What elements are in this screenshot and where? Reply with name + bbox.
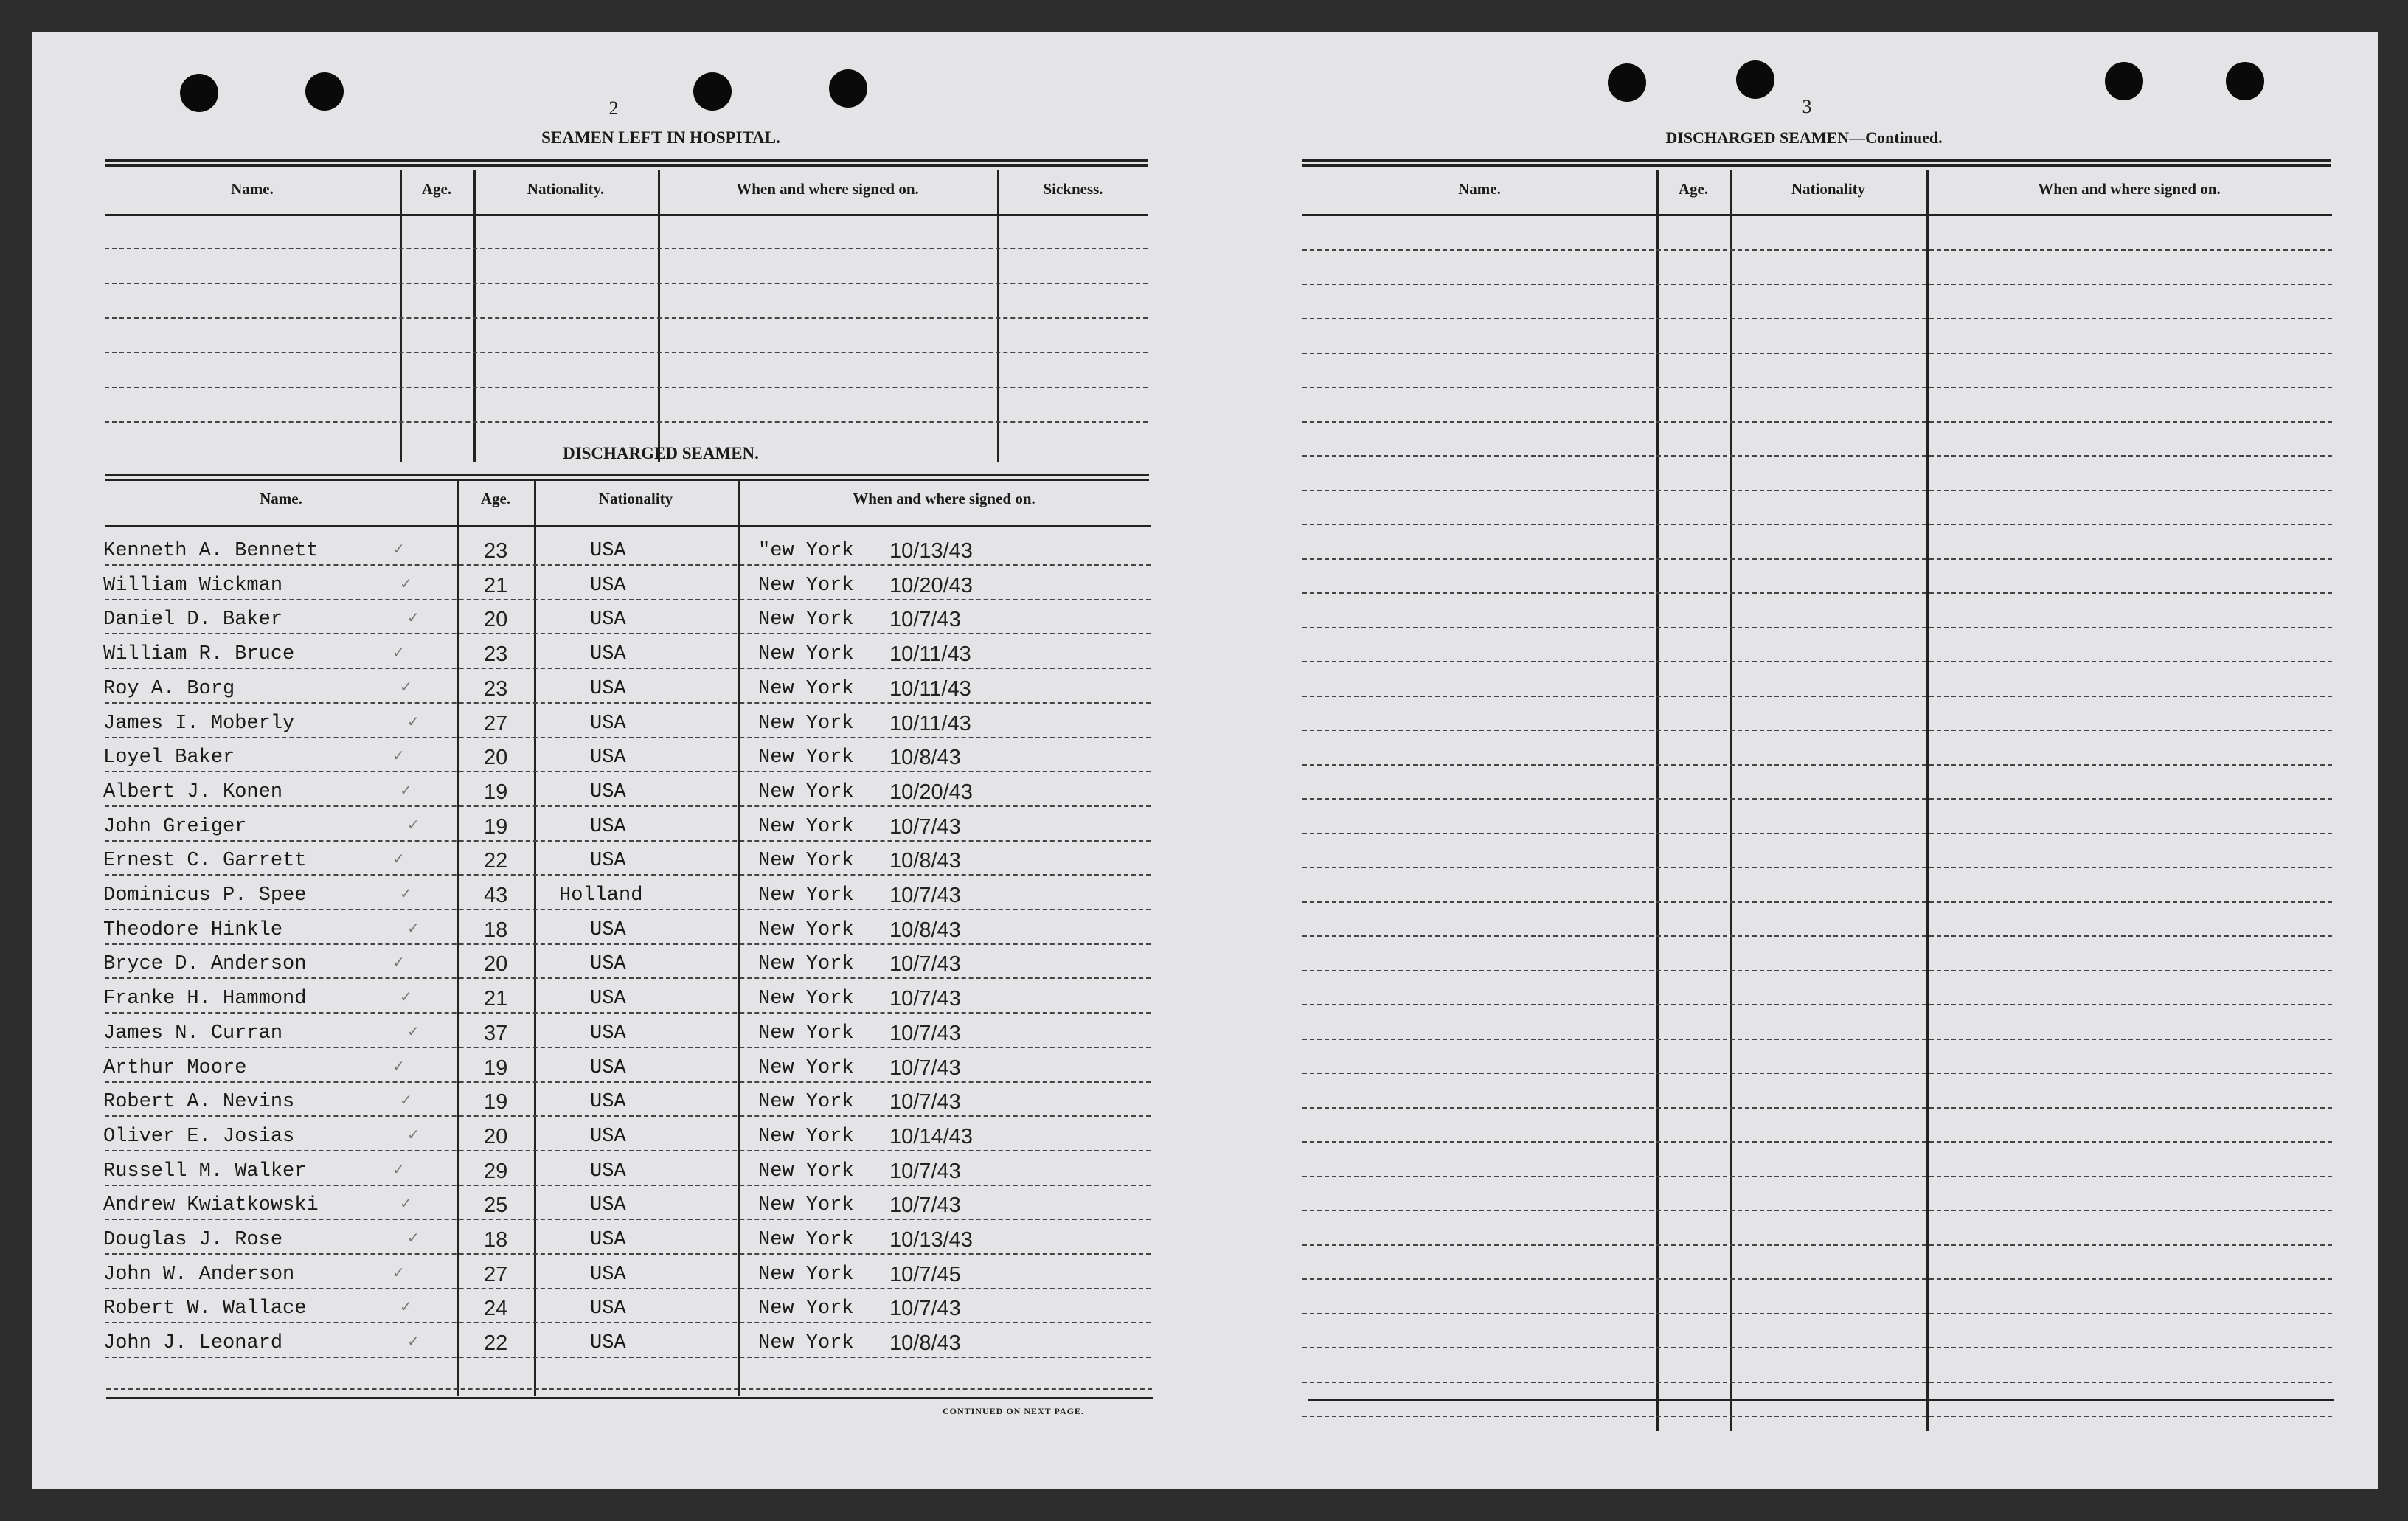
seaman-age: 20 [484,952,508,977]
column-header-nationality: Nationality [598,490,673,507]
row-line [105,737,1151,738]
double-rule [1302,159,2331,167]
column-divider [534,481,536,1396]
blank-row-line [1302,661,2332,662]
row-line [105,1357,1151,1358]
row-line [105,771,1151,772]
row-line [105,702,1151,704]
signed-on-date: 10/8/43 [889,849,961,873]
seaman-name: Kenneth A. Bennett [103,540,319,562]
column-header-age: Age. [1678,180,1709,198]
page-number: 3 [1802,96,1812,117]
blank-row-line [105,248,1148,249]
page-number: 2 [608,97,619,119]
seaman-age: 18 [484,918,508,942]
seaman-name: Albert J. Konen [103,780,283,803]
row-line [105,1288,1151,1289]
seaman-name: James I. Moberly [103,712,295,735]
column-divider [1730,170,1732,1431]
blank-row-line [1302,1210,2332,1211]
checkmark: ✓ [400,780,412,799]
column-header-signed-on: When and where signed on. [853,490,1035,507]
seaman-nationality: USA [590,1332,626,1355]
column-header-nationality: Nationality. [527,180,605,198]
row-line [105,599,1151,600]
seaman-name: Robert A. Nevins [103,1091,295,1114]
signed-on-place: "ew York [758,540,854,562]
seaman-nationality: USA [590,953,626,976]
row-line [105,1012,1151,1014]
blank-row-line [1302,558,2332,560]
blank-row-line [1302,1278,2332,1280]
column-header-nationality: Nationality [1791,180,1866,198]
seaman-name: Robert W. Wallace [103,1297,307,1320]
seaman-age: 22 [484,849,508,873]
seaman-nationality: USA [590,850,626,873]
seaman-name: John J. Leonard [103,1332,283,1355]
seaman-age: 18 [484,1228,508,1252]
signed-on-date: 10/8/43 [889,1331,961,1356]
column-divider [457,481,459,1396]
seaman-age: 43 [484,884,508,907]
blank-row-line [1302,353,2332,354]
signed-on-date: 10/8/43 [889,918,961,942]
blank-row-line [1302,764,2332,766]
column-header-age: Age. [421,180,452,198]
seaman-name: Loyel Baker [103,746,235,769]
seaman-nationality: Holland [559,884,643,907]
seaman-nationality: USA [590,815,626,838]
row-line [105,840,1151,842]
seaman-nationality: USA [590,677,626,700]
row-line [105,909,1151,910]
row-line [105,1115,1151,1117]
signed-on-date: 10/20/43 [889,780,973,804]
blank-row-line [1302,901,2332,903]
blank-row-line [1302,318,2332,319]
seaman-name: William R. Bruce [103,643,295,666]
signed-on-place: New York [758,780,854,803]
checkmark: ✓ [407,1125,420,1143]
punch-hole [1608,63,1646,102]
signed-on-date: 10/7/43 [889,1021,961,1045]
continued-note: CONTINUED ON NEXT PAGE. [943,1406,1084,1416]
seaman-name: Dominicus P. Spee [103,884,307,907]
signed-on-place: New York [758,574,854,597]
seaman-nationality: USA [590,1056,626,1079]
seaman-name: Douglas J. Rose [103,1229,283,1251]
signed-on-place: New York [758,988,854,1011]
seaman-age: 19 [484,780,508,804]
signed-on-date: 10/7/43 [889,814,961,839]
signed-on-place: New York [758,1056,854,1079]
blank-row-line [1302,490,2332,491]
seaman-name: William Wickman [103,574,283,597]
row-line [105,633,1151,634]
seaman-age: 37 [484,1021,508,1045]
seaman-age: 24 [484,1297,508,1321]
signed-on-date: 10/11/43 [889,676,971,701]
checkmark: ✓ [407,712,420,730]
header-rule [105,525,1151,527]
discharged-continued-title: DISCHARGED SEAMEN—Continued. [1665,128,1943,147]
signed-on-place: New York [758,746,854,769]
seaman-nationality: USA [590,1091,626,1114]
blank-row-line [1302,421,2332,423]
signed-on-date: 10/7/45 [889,1262,961,1286]
blank-row-line [1302,387,2332,388]
blank-row-line [105,317,1148,319]
blank-row-line [1302,1141,2332,1143]
signed-on-place: New York [758,609,854,631]
blank-row-line [1302,730,2332,731]
seaman-nationality: USA [590,1194,626,1217]
row-line [105,1150,1151,1151]
signed-on-date: 10/7/43 [889,1297,961,1321]
blank-row-line [1302,249,2332,251]
row-line [106,1388,1152,1390]
punch-hole [305,72,344,111]
blank-row-line [1302,696,2332,697]
seaman-age: 23 [484,676,508,701]
seaman-nationality: USA [590,1263,626,1286]
signed-on-place: New York [758,918,854,941]
signed-on-date: 10/7/43 [889,987,961,1011]
seaman-name: Ernest C. Garrett [103,850,307,873]
blank-row-line [1302,1416,2332,1417]
signed-on-place: New York [758,1263,854,1286]
column-divider [738,481,740,1396]
checkmark: ✓ [400,1091,412,1109]
signed-on-date: 10/7/43 [889,1090,961,1115]
signed-on-date: 10/14/43 [889,1124,973,1148]
blank-row-line [105,283,1148,284]
checkmark: ✓ [392,1263,405,1281]
signed-on-place: New York [758,1229,854,1251]
seaman-name: James N. Curran [103,1022,283,1044]
bottom-rule [106,1397,1153,1399]
seaman-age: 20 [484,746,508,770]
signed-on-date: 10/8/43 [889,746,961,770]
bottom-rule [1308,1399,2334,1401]
seaman-nationality: USA [590,609,626,631]
blank-row-line [1302,284,2332,285]
column-divider [1926,170,1929,1431]
signed-on-place: New York [758,1332,854,1355]
row-line [105,1047,1151,1048]
row-line [105,668,1151,669]
signed-on-date: 10/20/43 [889,573,973,597]
column-divider [658,170,660,462]
signed-on-place: New York [758,1194,854,1217]
blank-row-line [1302,935,2332,937]
row-line [105,874,1151,876]
seaman-name: John W. Anderson [103,1263,295,1286]
row-line [105,1253,1151,1255]
seaman-name: Theodore Hinkle [103,918,283,941]
seaman-name: Roy A. Borg [103,677,235,700]
seaman-name: Bryce D. Anderson [103,953,307,976]
row-line [105,805,1151,807]
row-line [105,1185,1151,1186]
punch-hole [2226,62,2264,100]
signed-on-date: 10/7/43 [889,884,961,907]
checkmark: ✓ [400,1297,412,1316]
hospital-section-title: SEAMEN LEFT IN HOSPITAL. [541,128,780,147]
punch-hole [1736,60,1774,99]
blank-row-line [1302,867,2332,868]
signed-on-place: New York [758,884,854,907]
seaman-nationality: USA [590,574,626,597]
blank-row-line [1302,455,2332,457]
column-header-signed-on: When and where signed on. [736,180,919,198]
checkmark: ✓ [400,988,412,1006]
punch-hole [693,72,732,111]
column-divider [997,170,999,462]
checkmark: ✓ [392,1160,405,1178]
blank-row-line [1302,592,2332,594]
signed-on-place: New York [758,677,854,700]
signed-on-place: New York [758,643,854,666]
seaman-age: 25 [484,1193,508,1218]
blank-row-line [1302,1313,2332,1314]
seaman-name: Arthur Moore [103,1056,247,1079]
blank-row-line [1302,1347,2332,1348]
header-rule [1302,214,2332,216]
signed-on-date: 10/13/43 [889,539,973,563]
seaman-nationality: USA [590,1160,626,1182]
signed-on-place: New York [758,1091,854,1114]
checkmark: ✓ [407,1332,420,1351]
punch-hole [829,69,867,108]
seaman-nationality: USA [590,1229,626,1251]
blank-row-line [1302,1073,2332,1074]
checkmark: ✓ [407,918,420,937]
signed-on-date: 10/13/43 [889,1228,973,1252]
blank-row-line [1302,970,2332,971]
checkmark: ✓ [407,1022,420,1040]
signed-on-date: 10/7/43 [889,608,961,632]
checkmark: ✓ [407,815,420,834]
column-header-name: Name. [260,490,302,507]
seaman-nationality: USA [590,1297,626,1320]
seaman-age: 21 [484,573,508,597]
signed-on-place: New York [758,850,854,873]
blank-row-line [1302,798,2332,800]
checkmark: ✓ [392,953,405,971]
punch-hole [2105,62,2143,100]
double-rule [105,159,1148,167]
blank-row-line [1302,1107,2332,1109]
checkmark: ✓ [407,1229,420,1247]
seaman-name: Russell M. Walker [103,1160,307,1182]
checkmark: ✓ [392,850,405,868]
seaman-name: Franke H. Hammond [103,988,307,1011]
seaman-age: 20 [484,608,508,632]
seaman-nationality: USA [590,988,626,1011]
seaman-nationality: USA [590,780,626,803]
seaman-nationality: USA [590,1125,626,1148]
seaman-name: Oliver E. Josias [103,1125,295,1148]
signed-on-date: 10/7/43 [889,1159,961,1183]
seaman-nationality: USA [590,540,626,562]
seaman-age: 21 [484,987,508,1011]
row-line [105,943,1151,945]
blank-row-line [105,421,1148,423]
column-header-name: Name. [231,180,274,198]
blank-row-line [1302,1039,2332,1040]
checkmark: ✓ [407,609,420,627]
column-divider [400,170,402,462]
seaman-nationality: USA [590,918,626,941]
signed-on-place: New York [758,1022,854,1044]
row-line [105,1322,1151,1323]
seaman-age: 27 [484,711,508,735]
column-divider [473,170,476,462]
seaman-name: Daniel D. Baker [103,609,283,631]
seaman-age: 29 [484,1159,508,1183]
checkmark: ✓ [400,574,412,592]
header-rule [105,214,1148,216]
blank-row-line [105,387,1148,388]
column-header-name: Name. [1458,180,1501,198]
seaman-nationality: USA [590,746,626,769]
double-rule [105,474,1149,481]
column-header-sickness: Sickness. [1043,180,1103,198]
signed-on-place: New York [758,815,854,838]
column-divider [1656,170,1659,1431]
signed-on-place: New York [758,1297,854,1320]
seaman-age: 23 [484,642,508,667]
signed-on-place: New York [758,712,854,735]
column-header-age: Age. [480,490,511,507]
row-line [105,1219,1151,1220]
signed-on-date: 10/7/43 [889,1193,961,1218]
row-line [105,564,1151,566]
seaman-nationality: USA [590,712,626,735]
blank-row-line [1302,833,2332,834]
seaman-age: 19 [484,814,508,839]
punch-hole [180,74,218,112]
checkmark: ✓ [400,1194,412,1213]
blank-row-line [1302,627,2332,628]
signed-on-date: 10/11/43 [889,711,971,735]
checkmark: ✓ [392,643,405,662]
seaman-age: 27 [484,1262,508,1286]
signed-on-place: New York [758,953,854,976]
seaman-age: 22 [484,1331,508,1356]
seaman-age: 19 [484,1056,508,1080]
signed-on-place: New York [758,1125,854,1148]
blank-row-line [1302,1176,2332,1177]
seaman-name: John Greiger [103,815,247,838]
blank-row-line [1302,524,2332,525]
row-line [105,977,1151,979]
blank-row-line [1302,1004,2332,1005]
signed-on-date: 10/7/43 [889,952,961,977]
checkmark: ✓ [392,540,405,558]
discharged-section-title: DISCHARGED SEAMEN. [563,444,759,462]
seaman-age: 23 [484,539,508,563]
blank-row-line [1302,1382,2332,1383]
signed-on-date: 10/11/43 [889,642,971,667]
checkmark: ✓ [400,884,412,902]
checkmark: ✓ [392,1056,405,1075]
seaman-age: 19 [484,1090,508,1115]
row-line [105,1081,1151,1083]
column-header-signed-on: When and where signed on. [2038,180,2221,198]
checkmark: ✓ [400,677,412,696]
blank-row-line [105,352,1148,353]
signed-on-place: New York [758,1160,854,1182]
seaman-age: 20 [484,1124,508,1148]
seaman-nationality: USA [590,1022,626,1044]
blank-row-line [1302,1244,2332,1246]
signed-on-date: 10/7/43 [889,1056,961,1080]
document-sheet [32,32,2378,1489]
checkmark: ✓ [392,746,405,765]
seaman-nationality: USA [590,643,626,666]
seaman-name: Andrew Kwiatkowski [103,1194,319,1217]
